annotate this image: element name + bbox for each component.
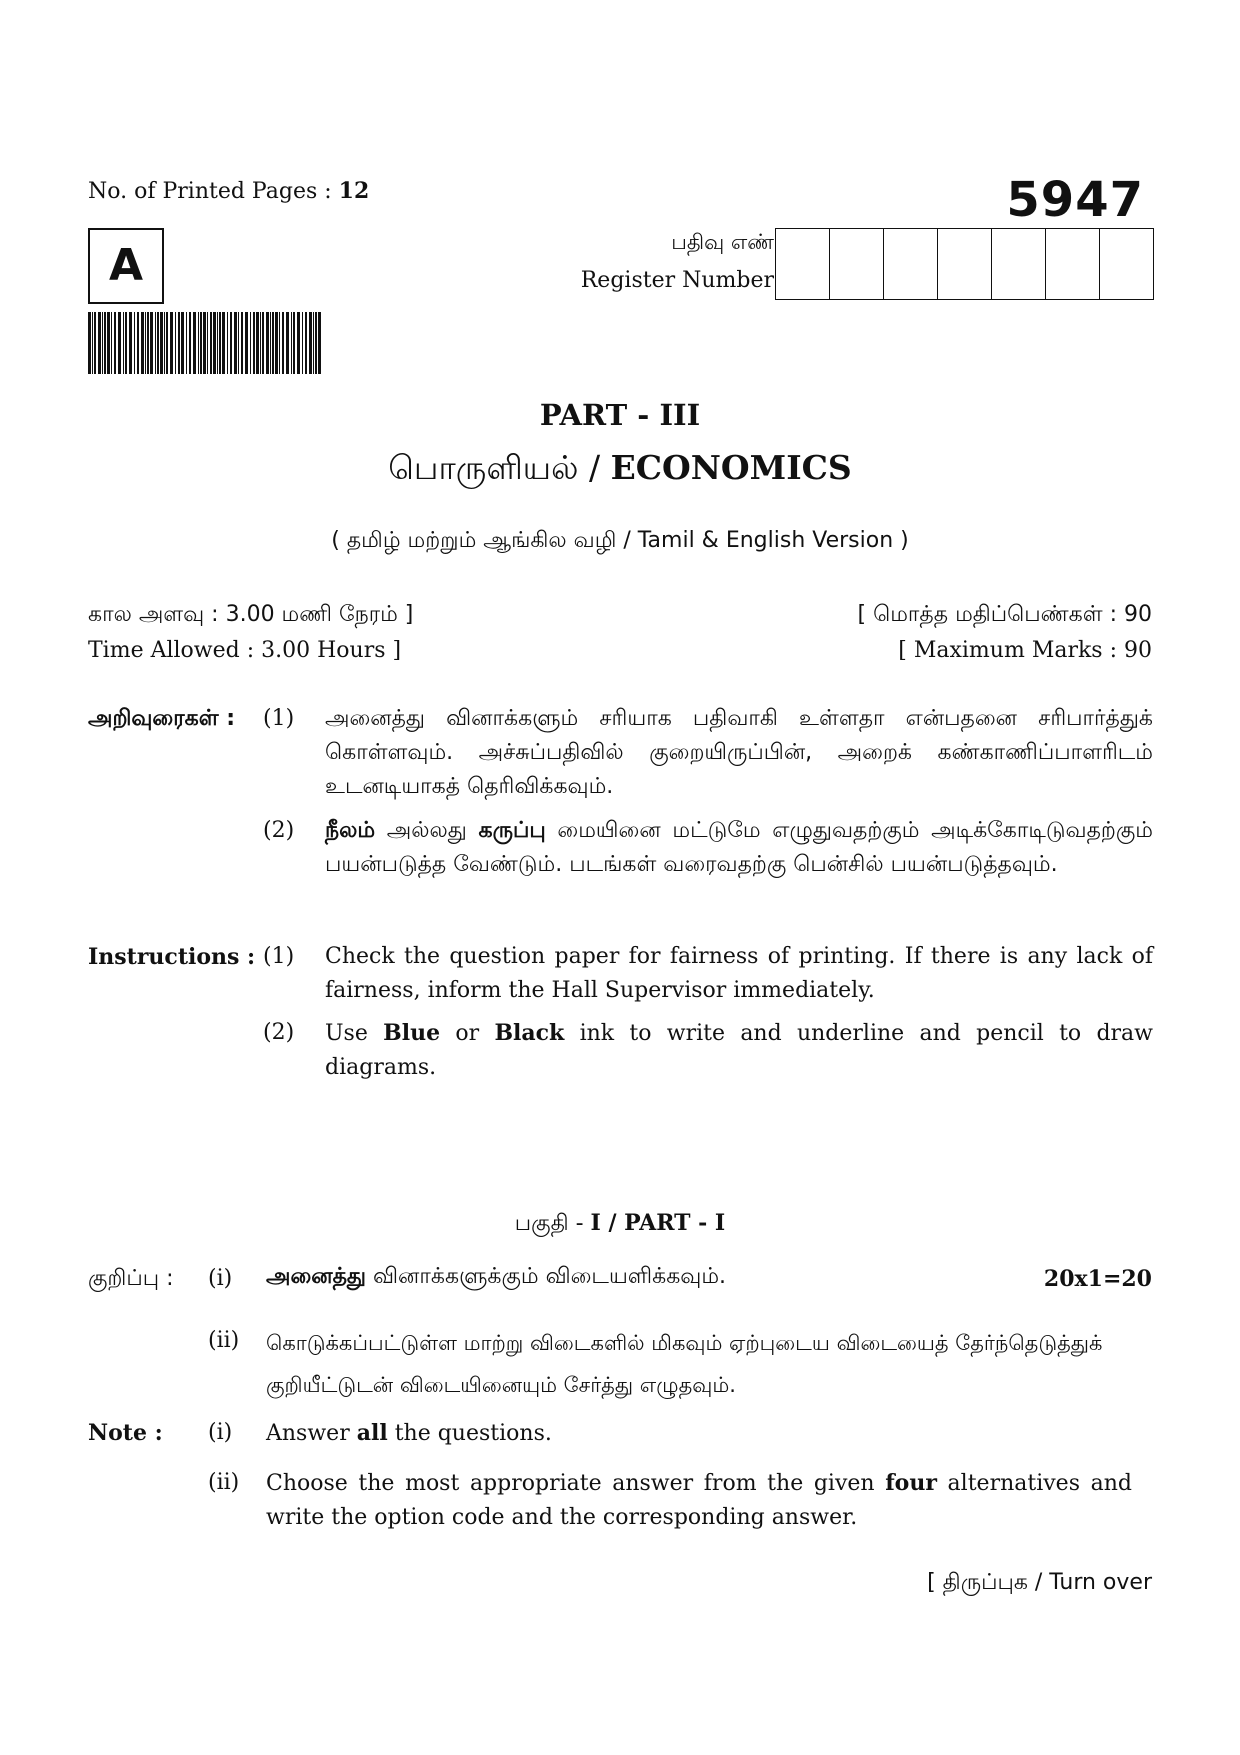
all-english: all <box>356 1420 388 1446</box>
paper-code: 5947 <box>1006 172 1144 228</box>
note-tamil-label: குறிப்பு : <box>88 1266 174 1291</box>
subject-english: ECONOMICS <box>610 448 852 487</box>
note-english-number: (ii) <box>208 1470 240 1495</box>
instruction-tamil-text: நீலம் அல்லது கருப்பு மையினை மட்டுமே எழுதுவதற்கும் அடிக்கோடிடுவதற்கும் பயன்படுத்த வேண்டும். படங்கள் வரைவதற்கு பென்சில் பயன்படுத்தவும். <box>325 818 1153 877</box>
instructions-english-label: Instructions : <box>88 944 256 970</box>
register-digit-box[interactable] <box>992 229 1046 299</box>
register-digit-box[interactable] <box>776 229 830 299</box>
ink-black-tamil: கருப்பு <box>478 818 546 843</box>
version-line <box>0 528 1240 556</box>
part-title: PART - III <box>539 398 701 432</box>
max-marks-tamil: [ மொத்த மதிப்பெண்கள் : 90 <box>857 602 1152 627</box>
instruction-english-number: (2) <box>263 1020 295 1045</box>
instruction-english-text: Check the question paper for fairness of printing. If there is any lack of fairness, inform the Hall Supervisor immediately. <box>325 944 1153 1003</box>
note-tamil-number: (i) <box>208 1266 233 1291</box>
four-english: four <box>885 1470 937 1496</box>
max-marks-english: [ Maximum Marks : 90 <box>898 638 1152 663</box>
instruction-tamil-text: அனைத்து வினாக்களும் சரியாக பதிவாகி உள்ளதா என்பதனை சரிபார்த்துக் கொள்ளவும். அச்சுப்பதிவில் குறையிருப்பின், அறைக் கண்காணிப்பாளரிடம் உடனடியாகத் தெரிவிக்கவும். <box>325 706 1153 799</box>
note-tamil-number: (ii) <box>208 1328 240 1353</box>
instruction-tamil-number: (1) <box>263 706 295 731</box>
note-english-label: Note : <box>88 1420 163 1446</box>
printed-pages <box>88 178 369 204</box>
time-allowed-english: Time Allowed : 3.00 Hours ] <box>88 638 402 663</box>
series-box: A <box>88 228 164 304</box>
barcode-icon <box>88 312 322 374</box>
ink-black-english: Black <box>494 1020 565 1046</box>
note-english-number: (i) <box>208 1420 233 1445</box>
printed-pages-label: No. of Printed Pages : <box>88 179 332 204</box>
time-allowed-tamil: கால அளவு : 3.00 மணி நேரம் ] <box>88 602 414 627</box>
register-digit-box[interactable] <box>1046 229 1100 299</box>
instruction-tamil-number: (2) <box>263 818 295 843</box>
instruction-english-text: Use Blue or Black ink to write and underline and pencil to draw diagrams. <box>325 1020 1154 1080</box>
register-label-english: Register Number <box>580 268 774 293</box>
register-digit-box[interactable] <box>830 229 884 299</box>
register-number-boxes[interactable] <box>775 228 1154 300</box>
turn-over: [ திருப்புக / Turn over <box>927 1570 1152 1595</box>
note-tamil-text: கொடுக்கப்பட்டுள்ள மாற்று விடைகளில் மிகவும் ஏற்புடைய விடையைத் தேர்ந்தெடுத்துக் குறியீட்டுடன் விடையினையும் சேர்த்து எழுதவும். <box>266 1331 1103 1397</box>
printed-pages-value: 12 <box>338 178 370 204</box>
all-tamil: அனைத்து <box>266 1264 367 1289</box>
part-one-heading: பகுதி - I / PART - I <box>514 1210 726 1236</box>
instruction-english-number: (1) <box>263 944 295 969</box>
register-digit-box[interactable] <box>1100 229 1153 299</box>
version-text: ( தமிழ் மற்றும் ஆங்கில வழி / Tamil & English Version ) <box>331 528 909 553</box>
subject-title <box>0 448 1240 492</box>
subject-tamil: பொருளியல் / <box>388 448 601 487</box>
ink-blue-english: Blue <box>383 1020 441 1046</box>
ink-blue-tamil: நீலம் <box>325 818 376 843</box>
marks-allocation: 20x1=20 <box>1043 1266 1152 1292</box>
register-digit-box[interactable] <box>884 229 938 299</box>
instructions-tamil-label: அறிவுரைகள் : <box>88 706 235 731</box>
note-english-text: Answer all the questions. <box>266 1420 552 1446</box>
note-tamil-text: அனைத்து வினாக்களுக்கும் விடையளிக்கவும். <box>266 1264 727 1289</box>
note-english-text: Choose the most appropriate answer from the given four alternatives and write the option code and the corresponding answer. <box>266 1470 1132 1530</box>
register-label-tamil: பதிவு எண் <box>671 230 774 254</box>
register-digit-box[interactable] <box>938 229 992 299</box>
